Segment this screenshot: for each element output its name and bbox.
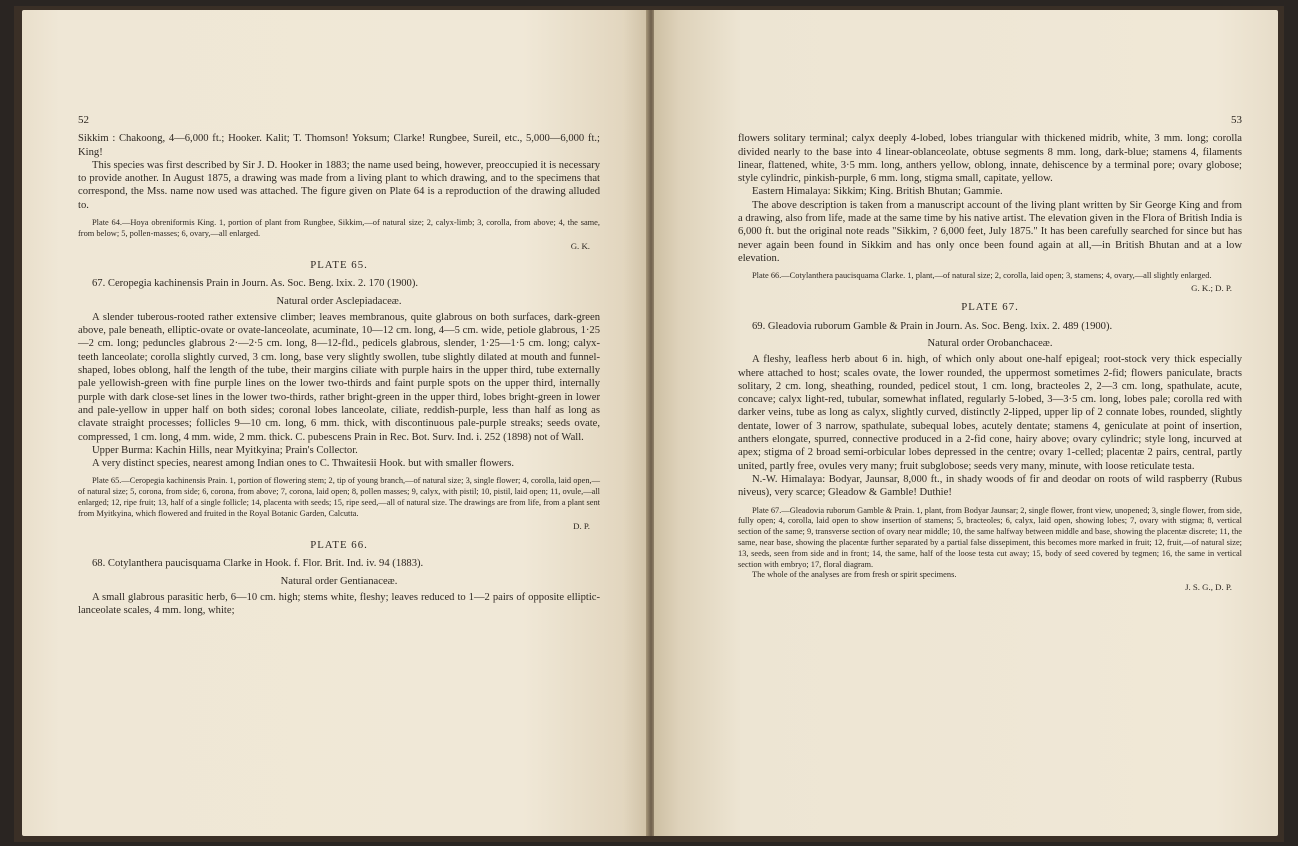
open-book <box>14 6 1284 842</box>
author-initials: J. S. G., D. P. <box>1185 582 1232 593</box>
species-description: A small glabrous parasitic herb, 6—10 cm. high; stems white, fleshy; leaves reduced to 1—2 pairs of opposite elliptic-lanceolate scales, 4 mm. long, white; <box>78 591 600 617</box>
plate-heading: PLATE 67. <box>961 301 1019 314</box>
page-number: 53 <box>1231 114 1242 126</box>
plate-heading: PLATE 66. <box>310 538 368 551</box>
author-initials: D. P. <box>573 520 590 531</box>
plate-heading: PLATE 65. <box>310 258 368 271</box>
plate-caption: Plate 64.—Hoya obreniformis King. 1, portion of plant from Rungbee, Sikkim,—of natural size; 2, calyx-limb; 3, corolla, from above; 4, the same, from below; 5, pollen-masses; 6, ovary,—all enlarged. <box>78 218 600 238</box>
locality-paragraph: Eastern Himalaya: Sikkim; King. British Bhutan; Gammie. <box>752 186 1003 198</box>
plate-caption-note: The whole of the analyses are from fresh or spirit specimens. <box>752 570 957 580</box>
plate-caption: Plate 66.—Cotylanthera paucisquama Clarke. 1, plant,—of natural size; 2, corolla, laid open; 3, stamens; 4, ovary,—all slightly enlarged. <box>752 271 1212 281</box>
plate-caption: Plate 67.—Gleadovia ruborum Gamble & Prain. 1, plant, from Bodyar Jaunsar; 2, single flower, front view, unopened; 3, single flower, from side, fully open; 4, corolla, laid open to show insertion of stamens; 5, bracteoles; 6, calyx, laid open, showing lobes; 7, ovary with stigma; 8, vertical section of the same; 9, transverse section of ovary near middle; 10, the same halfway between middle and base, showing the placentæ discrete; 11, the same, near base, showing the placentæ further separated by a partial false dissepiment, this becomes more marked in fruit; 12, fruit,—of natural size; 13, seeds, seen from side and in front; 14, the same, half of the loose testa cut away; 15, body of seed covered by tegmen; 16, the same in vertical section with embryo; 17, floral diagram. <box>738 505 1242 569</box>
body-paragraph: The above description is taken from a manuscript account of the living plant written by Sir George King and from a drawing, also from life, made at the same time by his native artist. The elevation given in the Flora of British India is 6,000 ft. but the original note reads "Sikkim, ? 6,000 feet, July 1875." It has been carefully searched for since but has never again been found in Sikkim and has only once been found again at all,—in British Bhutan and at a low elevation. <box>738 199 1242 264</box>
species-entry: 67. Ceropegia kachinensis Prain in Journ. As. Soc. Beng. lxix. 2. 170 (1900). <box>92 278 419 290</box>
species-entry: 68. Cotylanthera paucisquama Clarke in Hook. f. Flor. Brit. Ind. iv. 94 (1883). <box>92 558 424 570</box>
locality-paragraph: N.-W. Himalaya: Bodyar, Jaunsar, 8,000 ft., in shady woods of fir and deodar on roots of wild raspberry (Rubus niveus), very scarce; Gleadow & Gamble! Duthie! <box>738 473 1242 499</box>
page-number: 52 <box>78 114 89 126</box>
natural-order: Natural order Asclepiadaceæ. <box>276 295 402 307</box>
left-page <box>22 10 648 836</box>
right-page-text <box>738 114 1242 594</box>
species-description: flowers solitary terminal; calyx deeply 4-lobed, lobes triangular with thickened midrib, white, 3 mm. long; corolla divided nearly to the base into 4 linear-oblanceolate, obtuse segments 8 mm. long, dark-blue; stamens 4, filaments linear, flattened, white, 3·5 mm. long, anthers yellow, oblong, innate, dehiscence by a terminal pore; ovary globose; style cylindric, pinkish-purple, 6 mm. long, stigma small, capitate, yellow. <box>738 133 1242 185</box>
natural-order: Natural order Orobanchaceæ. <box>927 337 1053 349</box>
right-page <box>654 10 1278 836</box>
locality-paragraph: Upper Burma: Kachin Hills, near Myitkyina; Prain's Collector. <box>92 444 358 456</box>
author-initials: G. K.; D. P. <box>1191 283 1232 294</box>
locality-paragraph: Sikkim : Chakoong, 4—6,000 ft.; Hooker. Kalit; T. Thomson! Yoksum; Clarke! Rungbee, Sureil, etc., 5,000—6,000 ft.; King! <box>78 133 600 158</box>
body-paragraph: This species was first described by Sir J. D. Hooker in 1883; the name used being, however, preoccupied it is necessary to provide another. In August 1875, a drawing was made from a living plant to which drawing, and to the specimens that correspond, the Mss. name now used was attached. The figure given on Plate 64 is a reproduction of the drawing alluded to. <box>78 159 600 211</box>
species-entry: 69. Gleadovia ruborum Gamble & Prain in Journ. As. Soc. Beng. lxix. 2. 489 (1900). <box>752 320 1113 332</box>
species-description: A slender tuberous-rooted rather extensive climber; leaves membranous, quite glabrous on both surfaces, dark-green above, pale beneath, elliptic-ovate or ovate-lanceolate, acuminate, 10—12 cm. long, 4—5 cm. wide, petiole glabrous, 1·25—2 cm. long; peduncles glabrous 2·—2·5 cm. long, 8—12-fld., pedicels glabrous, slender, 1·25—1·5 cm. long; calyx-teeth lanceolate; corolla slightly curved, 3 cm. long, base very slightly swollen, tube slightly dilated at mouth and funnel-shaped, lobes oblong, half the length of the tube, their margins ciliate with purple hairs in the upper third, tube externally pale yellowish-green with fine purple lines on the lower two-thirds and faint purple spots on the upper third, internally purple with dark close-set lines in the lower two-thirds, rather bright-green in the upper third, lobes bright-green in lower and pale-yellow in upper half on both sides; coronal lobes lanceolate, ciliate, reddish-purple, less than half as long as clavate straight processes; follicles 9—10 cm. long, 6 mm. thick, with discontinuous pale-purple streaks; seeds ovate, compressed, 1 cm. long, 4 mm. wide, 2 mm. thick. C. pubescens Prain in Rec. Bot. Surv. Ind. i. 252 (1898) not of Wall. <box>78 311 600 443</box>
plate-caption: Plate 65.—Ceropegia kachinensis Prain. 1, portion of flowering stem; 2, tip of young branch,—of natural size; 3, single flower; 4, corolla, laid open,—of natural size; 5, corona, from side; 6, corona, from above; 7, corona, laid open; 8, pollen masses; 9, calyx, with pistil; 10, pistil, laid open; 11, ovule,—all enlarged; 12, ripe fruit; 13, half of a single follicle; 14, placenta with seeds; 15, ripe seed,—all of natural size. The drawings are from life, from a plant sent from Myitkyina, which flowered and fruited in the Royal Botanic Garden, Calcutta. <box>78 476 600 518</box>
author-initials: G. K. <box>570 240 590 251</box>
natural-order: Natural order Gentianaceæ. <box>280 575 398 587</box>
species-description: A fleshy, leafless herb about 6 in. high, of which only about one-half epigeal; root-stock very thick especially where attached to host; scales ovate, the lower rounded, the uppermost sometimes 2-fid; flowers paniculate, bracts solitary, 2 cm. long, sheathing, rounded, pedicel stout, 1 cm. long, bracteoles 2, 2—3 cm. long, spathulate, acute, concave; calyx light-red, tubular, somewhat inflated, regularly 5-lobed, 3—3·5 cm. long, lobes pale; corolla red with darker veins, tube as long as calyx, slightly curved, distinctly 2-lipped, upper lip of 2 connate lobes, rounded, slightly dentate, lower of 3 narrow, spathulate, subequal lobes, acutely dentate; stamens 4, geniculate at point of insertion, anthers elongate, spurred, connective produced in a 2-fid cone, hairy above; ovary cylindric; style long, incurved at apex; stigma of 2 broad semi-orbicular lobes depressed in the centre; ovary 1-celled; placentæ 2 pairs, central, partly united, partly free, ovules very many; fruit subglobose; seeds very many, minute, with loose reticulate testa. <box>738 354 1242 472</box>
left-page-text <box>78 114 600 617</box>
body-paragraph: A very distinct species, nearest among Indian ones to C. Thwaitesii Hook. but with smaller flowers. <box>92 458 515 470</box>
